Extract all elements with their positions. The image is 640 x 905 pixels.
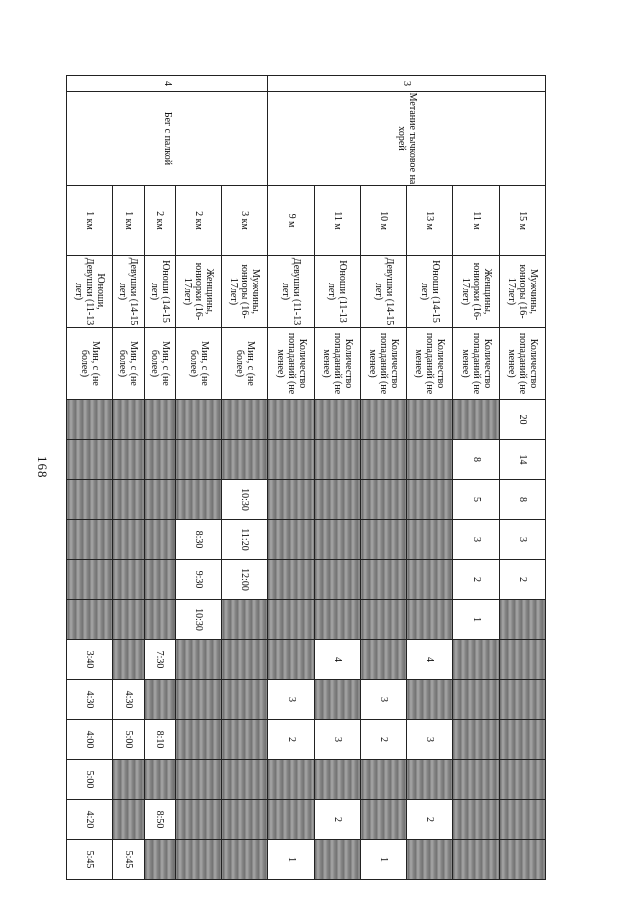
value-cell: 14 <box>499 440 545 480</box>
shaded-cell <box>268 800 314 840</box>
shaded-cell <box>360 560 406 600</box>
measure-cell: Количество попаданий (не менее) <box>314 328 360 400</box>
value-cell: 8:10 <box>144 720 175 760</box>
shaded-cell <box>144 400 175 440</box>
shaded-cell <box>453 680 499 720</box>
value-cell: 8:50 <box>144 800 175 840</box>
shaded-cell <box>360 520 406 560</box>
shaded-cell <box>67 600 113 640</box>
measure-cell: Количество попаданий (не менее) <box>407 328 453 400</box>
shaded-cell <box>360 480 406 520</box>
shaded-cell <box>453 800 499 840</box>
table-row <box>268 76 314 880</box>
shaded-cell <box>144 840 175 880</box>
category-cell: Женщины, юниорки (16-17лет) <box>175 256 221 328</box>
shaded-cell <box>222 800 268 840</box>
shaded-cell <box>407 520 453 560</box>
value-cell: 5:45 <box>67 840 113 880</box>
measure-cell: Количество попаданий (не менее) <box>499 328 545 400</box>
value-cell: 2 <box>407 800 453 840</box>
value-cell: 2 <box>314 800 360 840</box>
shaded-cell <box>222 440 268 480</box>
shaded-cell <box>144 680 175 720</box>
shaded-cell <box>67 480 113 520</box>
value-cell: 9:30 <box>175 560 221 600</box>
shaded-cell <box>175 840 221 880</box>
value-cell: 10:30 <box>222 480 268 520</box>
value-cell: 3 <box>314 720 360 760</box>
discipline-name: Метание тычковое на хорей <box>268 92 546 186</box>
shaded-cell <box>175 440 221 480</box>
table-row <box>175 76 221 880</box>
shaded-cell <box>499 680 545 720</box>
shaded-cell <box>407 840 453 880</box>
distance-cell: 11 м <box>453 186 499 256</box>
distance-cell: 1 км <box>67 186 113 256</box>
category-cell: Девушки (11-13 лет) <box>268 256 314 328</box>
shaded-cell <box>499 720 545 760</box>
shaded-cell <box>113 760 144 800</box>
value-cell: 5:45 <box>113 840 144 880</box>
value-cell: 2 <box>499 560 545 600</box>
shaded-cell <box>407 600 453 640</box>
shaded-cell <box>407 480 453 520</box>
measure-cell: Количество попаданий (не менее) <box>453 328 499 400</box>
category-cell: Мужчины, юниоры (16-17лет) <box>222 256 268 328</box>
measure-cell: Количество попаданий (не менее) <box>360 328 406 400</box>
shaded-cell <box>499 640 545 680</box>
shaded-cell <box>113 560 144 600</box>
measure-cell: Мин, с (не более) <box>67 328 113 400</box>
table-row <box>113 76 144 880</box>
value-cell: 3 <box>360 680 406 720</box>
table-row <box>67 76 113 880</box>
value-cell: 8 <box>453 440 499 480</box>
category-cell: Мужчины, юниоры (16-17лет) <box>499 256 545 328</box>
shaded-cell <box>144 440 175 480</box>
category-cell: Юноши (14-15 лет) <box>407 256 453 328</box>
shaded-cell <box>175 480 221 520</box>
distance-cell: 1 км <box>113 186 144 256</box>
value-cell: 3:40 <box>67 640 113 680</box>
shaded-cell <box>268 480 314 520</box>
shaded-cell <box>113 800 144 840</box>
shaded-cell <box>222 680 268 720</box>
shaded-cell <box>222 840 268 880</box>
category-cell: Юноши (11-13 лет) <box>314 256 360 328</box>
shaded-cell <box>175 400 221 440</box>
value-cell: 4 <box>407 640 453 680</box>
distance-cell: 2 км <box>175 186 221 256</box>
shaded-cell <box>360 760 406 800</box>
table-row <box>360 76 406 880</box>
category-cell: Девушки (14-15 лет) <box>360 256 406 328</box>
shaded-cell <box>113 480 144 520</box>
value-cell: 7:30 <box>144 640 175 680</box>
shaded-cell <box>175 800 221 840</box>
category-cell: Девушки (14-15 лет) <box>113 256 144 328</box>
value-cell: 3 <box>453 520 499 560</box>
shaded-cell <box>453 720 499 760</box>
distance-cell: 10 м <box>360 186 406 256</box>
distance-cell: 3 км <box>222 186 268 256</box>
discipline-name: Бег с палкой <box>67 92 268 186</box>
shaded-cell <box>499 800 545 840</box>
shaded-cell <box>144 560 175 600</box>
rotated-table-page <box>66 75 546 879</box>
shaded-cell <box>453 640 499 680</box>
shaded-cell <box>268 760 314 800</box>
shaded-cell <box>113 440 144 480</box>
shaded-cell <box>268 640 314 680</box>
value-cell: 2 <box>360 720 406 760</box>
shaded-cell <box>407 680 453 720</box>
shaded-cell <box>67 520 113 560</box>
table-row <box>144 76 175 880</box>
shaded-cell <box>314 440 360 480</box>
shaded-cell <box>407 760 453 800</box>
shaded-cell <box>360 440 406 480</box>
shaded-cell <box>175 640 221 680</box>
table-row <box>407 76 453 880</box>
group-number: 3 <box>268 76 546 92</box>
table-row <box>499 76 545 880</box>
shaded-cell <box>314 520 360 560</box>
shaded-cell <box>499 760 545 800</box>
shaded-cell <box>113 400 144 440</box>
table-row <box>222 76 268 880</box>
value-cell: 3 <box>268 680 314 720</box>
shaded-cell <box>407 560 453 600</box>
shaded-cell <box>314 400 360 440</box>
measure-cell: Количество попаданий (не менее) <box>268 328 314 400</box>
shaded-cell <box>175 720 221 760</box>
measure-cell: Мин, с (не более) <box>113 328 144 400</box>
shaded-cell <box>407 400 453 440</box>
shaded-cell <box>222 720 268 760</box>
shaded-cell <box>222 600 268 640</box>
shaded-cell <box>453 400 499 440</box>
shaded-cell <box>453 840 499 880</box>
shaded-cell <box>144 520 175 560</box>
value-cell: 5:00 <box>67 760 113 800</box>
group-number: 4 <box>67 76 268 92</box>
shaded-cell <box>67 400 113 440</box>
value-cell: 11:20 <box>222 520 268 560</box>
shaded-cell <box>222 760 268 800</box>
value-cell: 5 <box>453 480 499 520</box>
distance-cell: 13 м <box>407 186 453 256</box>
value-cell: 4:00 <box>67 720 113 760</box>
shaded-cell <box>113 520 144 560</box>
measure-cell: Мин, с (не более) <box>144 328 175 400</box>
category-cell: Юноши, Девушки (11-13 лет) <box>67 256 113 328</box>
value-cell: 4:20 <box>67 800 113 840</box>
shaded-cell <box>144 760 175 800</box>
value-cell: 1 <box>453 600 499 640</box>
shaded-cell <box>144 480 175 520</box>
shaded-cell <box>499 840 545 880</box>
value-cell: 2 <box>268 720 314 760</box>
category-cell: Юноши (14-15 лет) <box>144 256 175 328</box>
page-number: 168 <box>35 456 50 479</box>
shaded-cell <box>360 400 406 440</box>
value-cell: 1 <box>268 840 314 880</box>
shaded-cell <box>222 400 268 440</box>
shaded-cell <box>360 800 406 840</box>
shaded-cell <box>360 640 406 680</box>
shaded-cell <box>222 640 268 680</box>
value-cell: 3 <box>499 520 545 560</box>
shaded-cell <box>175 680 221 720</box>
shaded-cell <box>67 440 113 480</box>
shaded-cell <box>314 600 360 640</box>
value-cell: 12:00 <box>222 560 268 600</box>
measure-cell: Мин, с (не более) <box>222 328 268 400</box>
value-cell: 1 <box>360 840 406 880</box>
value-cell: 4:30 <box>67 680 113 720</box>
value-cell: 4:30 <box>113 680 144 720</box>
shaded-cell <box>113 640 144 680</box>
shaded-cell <box>268 400 314 440</box>
distance-cell: 9 м <box>268 186 314 256</box>
value-cell: 4 <box>314 640 360 680</box>
shaded-cell <box>268 560 314 600</box>
shaded-cell <box>113 600 144 640</box>
norms-table <box>66 75 546 880</box>
shaded-cell <box>314 680 360 720</box>
shaded-cell <box>175 760 221 800</box>
shaded-cell <box>499 600 545 640</box>
value-cell: 20 <box>499 400 545 440</box>
shaded-cell <box>360 600 406 640</box>
value-cell: 8:30 <box>175 520 221 560</box>
shaded-cell <box>453 760 499 800</box>
value-cell: 3 <box>407 720 453 760</box>
measure-cell: Мин, с (не более) <box>175 328 221 400</box>
distance-cell: 11 м <box>314 186 360 256</box>
table-row <box>314 76 360 880</box>
category-cell: Женщины, юниорки (16-17лет) <box>453 256 499 328</box>
shaded-cell <box>67 560 113 600</box>
shaded-cell <box>407 440 453 480</box>
shaded-cell <box>268 600 314 640</box>
shaded-cell <box>144 600 175 640</box>
value-cell: 2 <box>453 560 499 600</box>
distance-cell: 15 м <box>499 186 545 256</box>
shaded-cell <box>314 840 360 880</box>
value-cell: 10:30 <box>175 600 221 640</box>
shaded-cell <box>268 520 314 560</box>
table-row <box>453 76 499 880</box>
distance-cell: 2 км <box>144 186 175 256</box>
shaded-cell <box>314 560 360 600</box>
value-cell: 8 <box>499 480 545 520</box>
shaded-cell <box>268 440 314 480</box>
shaded-cell <box>314 480 360 520</box>
value-cell: 5:00 <box>113 720 144 760</box>
shaded-cell <box>314 760 360 800</box>
